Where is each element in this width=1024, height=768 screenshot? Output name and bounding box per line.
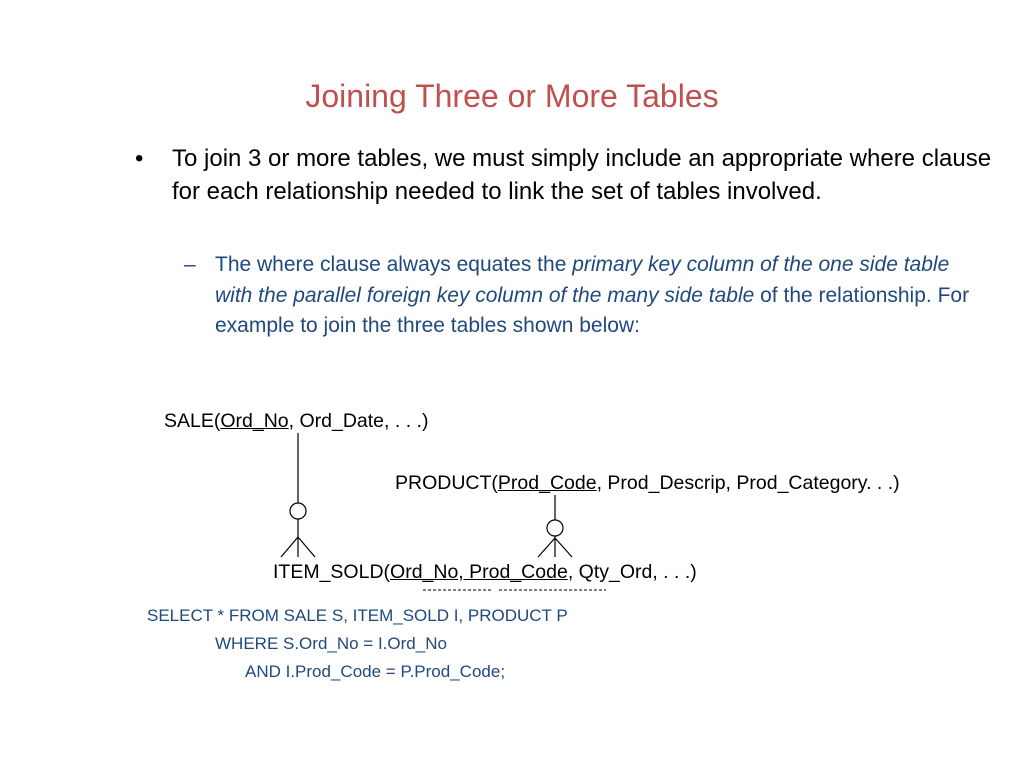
item-sold-table-name: ITEM_SOLD( [273, 561, 391, 583]
product-other-columns: , Prod_Descrip, Prod_Category. . .) [596, 472, 900, 494]
product-optional-circle [547, 520, 563, 536]
sale-crowfoot-right [298, 537, 315, 557]
product-crowfoot-right [555, 538, 572, 557]
sql-line-3: AND I.Prod_Code = P.Prod_Code; [245, 662, 506, 681]
dash-marker: – [184, 253, 196, 276]
product-table-schema [395, 471, 900, 495]
sub-bullet-text-italic: primary key column of the one side table with the parallel foreign key column of the many side table [215, 253, 950, 307]
sub-bullet-text-start: The where clause always equates the [215, 253, 573, 276]
bullet-marker: • [135, 145, 144, 172]
sql-line-1: SELECT * FROM SALE S, ITEM_SOLD I, PRODUCT P [147, 606, 568, 625]
bullet-text: To join 3 or more tables, we must simply include an appropriate where clause for each relationship needed to link the set of tables involved. [172, 145, 992, 205]
sale-primary-key: Ord_No [220, 410, 289, 432]
sub-bullet-text-end: of the relationship. For example to join the three tables shown below: [215, 283, 970, 337]
sale-crowfoot-left [281, 537, 298, 557]
item-sold-table-schema [273, 560, 697, 584]
sale-optional-circle [290, 503, 306, 519]
sql-line-2: WHERE S.Ord_No = I.Ord_No [215, 634, 447, 653]
product-table-name: PRODUCT( [395, 472, 498, 494]
item-sold-primary-key: Ord_No, Prod_Code [390, 561, 568, 583]
slide-title: Joining Three or More Tables [305, 78, 719, 114]
sale-other-columns: , Ord_Date, . . .) [288, 410, 429, 432]
product-crowfoot-left [538, 538, 555, 557]
item-sold-other-columns: , Qty_Ord, . . .) [567, 561, 697, 583]
product-primary-key: Prod_Code [497, 472, 597, 494]
sale-table-name: SALE( [164, 410, 221, 432]
sale-table-schema [164, 409, 428, 433]
